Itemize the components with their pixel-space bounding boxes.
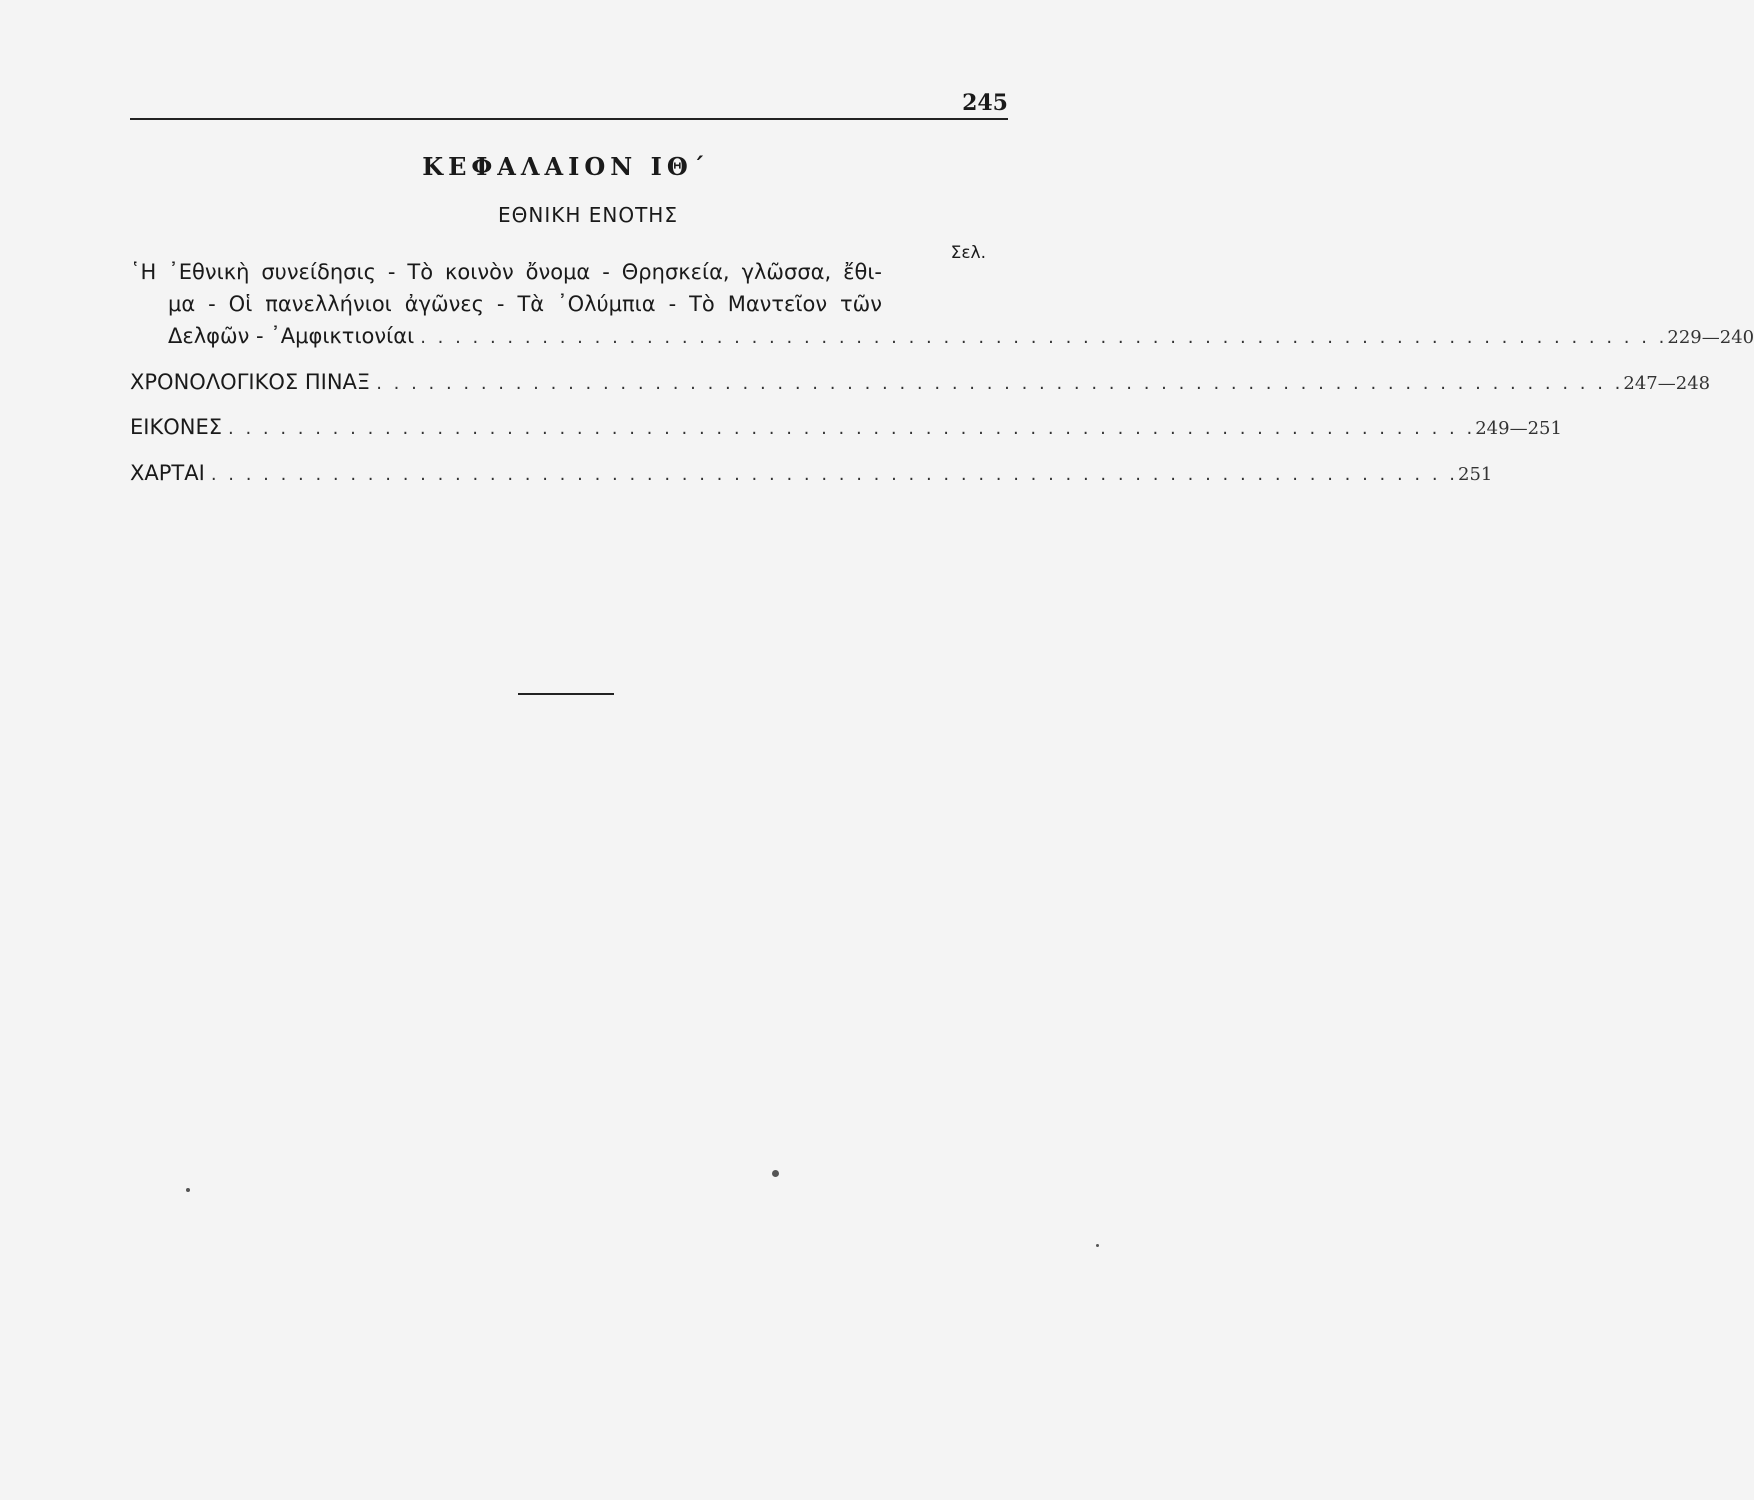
toc-entry-line: μα - Οἱ πανελλήνιοι ἀγῶνες - Τὰ ᾿Ολύμπια - Τὸ Μαντεῖον τῶν bbox=[168, 292, 882, 316]
toc-entry-pages: 249—251 bbox=[1475, 418, 1562, 439]
dot-leader: . . . . . . . . . . . . . . . . . . . . . . . . . . . . . . . . . . . . . . . . . . . . . . . . . . . . . . . . . . . . . . . . . . . . . . . . bbox=[210, 464, 1459, 485]
toc-entry bbox=[130, 366, 1711, 398]
page-number: 245 bbox=[962, 90, 1008, 116]
toc-row bbox=[130, 457, 1493, 489]
paper-speck bbox=[1096, 1244, 1099, 1247]
toc-entry-pages: 247—248 bbox=[1623, 373, 1711, 394]
paper-speck bbox=[186, 1188, 190, 1192]
toc-entry-pages: 251 bbox=[1458, 464, 1493, 485]
toc-row bbox=[130, 411, 1562, 443]
pages-column-label: Σελ. bbox=[950, 243, 986, 263]
paper-speck bbox=[772, 1170, 779, 1177]
header-rule bbox=[130, 118, 1008, 120]
toc-entry-line: ῾Η ᾿Εθνικὴ συνείδησις - Τὸ κοινὸν ὄνομα - Θρησκεία, γλῶσσα, ἔθι- bbox=[130, 260, 882, 284]
toc-entry bbox=[130, 457, 1493, 489]
toc-entry-last-line bbox=[130, 320, 1754, 352]
dot-leader: . . . . . . . . . . . . . . . . . . . . . . . . . . . . . . . . . . . . . . . . . . . . . . . . . . . . . . . . . . . . . . . . . . . . . . . . bbox=[420, 327, 1668, 348]
toc-entry-title: ΧΡΟΝΟΛΟΓΙΚΟΣ ΠΙΝΑΞ bbox=[130, 370, 371, 394]
chapter-subtitle: ΕΘΝΙΚΗ ΕΝΟΤΗΣ bbox=[498, 203, 678, 227]
toc-entry-pages: 229—240 bbox=[1667, 327, 1754, 348]
section-end-rule bbox=[518, 693, 614, 695]
dot-leader: . . . . . . . . . . . . . . . . . . . . . . . . . . . . . . . . . . . . . . . . . . . . . . . . . . . . . . . . . . . . . . . . . . . . . . . . bbox=[228, 418, 1476, 439]
toc-entry bbox=[130, 411, 1562, 443]
chapter-title: ΚΕΦΑΛΑΙΟΝ ΙΘ΄ bbox=[422, 152, 710, 181]
toc-entry-title: ΕΙΚΟΝΕΣ bbox=[130, 415, 223, 439]
toc-entry-line: Δελφῶν - ᾿Αμφικτιονίαι bbox=[168, 324, 415, 348]
toc-row bbox=[130, 366, 1711, 398]
dot-leader: . . . . . . . . . . . . . . . . . . . . . . . . . . . . . . . . . . . . . . . . . . . . . . . . . . . . . . . . . . . . . . . . . . . . . . . . bbox=[376, 373, 1624, 394]
toc-entry-title: ΧΑΡΤΑΙ bbox=[130, 461, 205, 485]
toc-entry bbox=[130, 256, 1754, 352]
